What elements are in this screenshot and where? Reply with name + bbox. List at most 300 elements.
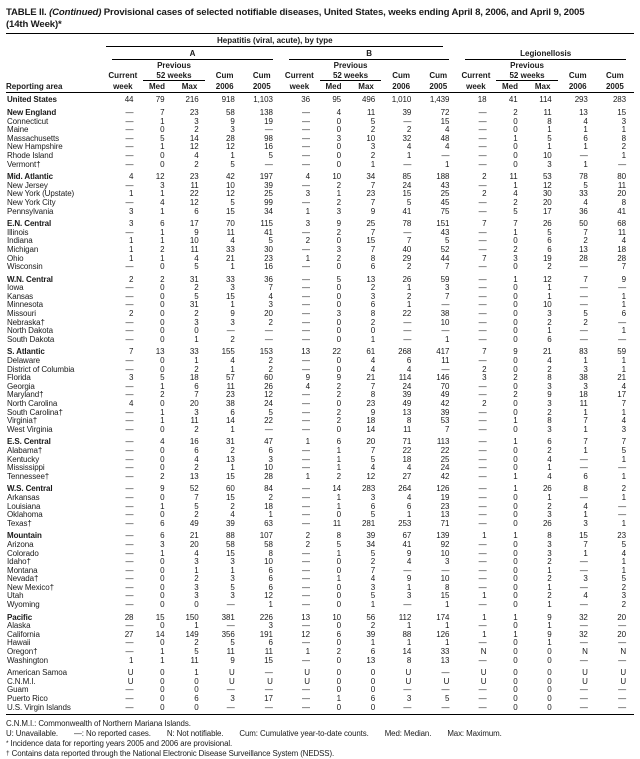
value-cell: 10 bbox=[440, 549, 450, 558]
value-cell: 139 bbox=[436, 531, 450, 541]
value-cell: — bbox=[478, 493, 487, 502]
weeks52-label: 52 weeks bbox=[509, 70, 545, 80]
value-cell: — bbox=[478, 301, 487, 310]
week-header-leg: week bbox=[457, 81, 494, 93]
table-row bbox=[6, 182, 634, 191]
value-cell: 8 bbox=[621, 134, 626, 143]
value-cell: 0 bbox=[160, 455, 165, 464]
value-cell: 11 bbox=[403, 425, 412, 434]
value-cell: — bbox=[302, 583, 310, 592]
reporting-area-cell: North Carolina bbox=[7, 400, 58, 408]
value-cell: 4 bbox=[194, 455, 199, 464]
value-cell: 6 bbox=[370, 263, 376, 272]
value-cell: 26 bbox=[264, 382, 273, 391]
value-cell: 12 bbox=[301, 630, 310, 639]
value-cell: 0 bbox=[194, 327, 199, 336]
reporting-area-cell: Tennessee† bbox=[7, 472, 50, 481]
value-cell: 5 bbox=[583, 310, 588, 319]
table-row bbox=[6, 695, 634, 704]
value-cell: 0 bbox=[547, 686, 552, 695]
value-cell: 2 bbox=[194, 160, 199, 169]
value-cell: — bbox=[478, 151, 487, 160]
value-cell: 7 bbox=[482, 347, 487, 357]
value-cell: 0 bbox=[513, 601, 518, 610]
value-cell: 9 bbox=[336, 219, 342, 229]
value-cell: 11 bbox=[509, 172, 518, 182]
table-row bbox=[6, 409, 634, 418]
value-cell: 1 bbox=[583, 160, 588, 169]
value-cell: 5 bbox=[445, 237, 450, 246]
value-cell: 12 bbox=[189, 143, 199, 152]
value-cell: 356 bbox=[221, 630, 235, 639]
value-cell: 2 bbox=[513, 374, 518, 383]
value-cell: — bbox=[478, 558, 487, 567]
value-cell: 153 bbox=[259, 347, 273, 357]
value-cell: 2 bbox=[305, 531, 310, 541]
weeks52-label: 52 weeks bbox=[156, 70, 192, 80]
table-row bbox=[6, 135, 634, 144]
value-cell: 3 bbox=[370, 292, 376, 301]
value-cell: 7 bbox=[160, 108, 165, 117]
value-cell: 1 bbox=[583, 126, 588, 135]
value-cell: 49 bbox=[440, 391, 450, 400]
value-cell: 4 bbox=[336, 108, 342, 117]
value-cell: 11 bbox=[332, 519, 342, 528]
table-row bbox=[6, 511, 634, 520]
value-cell: — bbox=[302, 335, 310, 344]
value-cell: — bbox=[478, 446, 487, 455]
reporting-area-cell: Idaho† bbox=[7, 558, 31, 567]
value-cell: 13 bbox=[440, 656, 450, 665]
reporting-area-cell: Maine bbox=[7, 126, 29, 135]
table-row bbox=[6, 118, 634, 127]
reporting-area-cell: Oklahoma bbox=[7, 511, 43, 520]
value-cell: 0 bbox=[513, 160, 518, 169]
value-cell: 2 bbox=[547, 502, 552, 511]
footnote-nedss-text: Contains data reported through the National Electronic Disease Surveillance System (NEDSS). bbox=[11, 749, 335, 759]
value-cell: 126 bbox=[436, 484, 450, 494]
value-cell: — bbox=[478, 703, 487, 712]
value-cell: 7 bbox=[482, 254, 487, 263]
header-spacer bbox=[6, 34, 104, 47]
value-cell: — bbox=[302, 566, 310, 575]
value-cell: — bbox=[478, 464, 487, 473]
value-cell: 3 bbox=[547, 382, 552, 391]
value-cell: 0 bbox=[336, 592, 342, 601]
table-row bbox=[6, 575, 634, 584]
value-cell: 3 bbox=[445, 558, 450, 567]
reporting-area-cell: Oregon† bbox=[7, 648, 38, 657]
value-cell: 5 bbox=[621, 575, 626, 584]
value-cell: 1 bbox=[336, 446, 342, 455]
value-cell: 5 bbox=[230, 583, 235, 592]
value-cell: 11 bbox=[617, 181, 626, 190]
value-cell: 0 bbox=[160, 686, 165, 695]
value-cell: 11 bbox=[441, 357, 450, 366]
value-cell: 18 bbox=[264, 502, 273, 511]
value-cell: 5 bbox=[370, 117, 376, 126]
value-cell: — bbox=[478, 455, 487, 464]
table-row bbox=[6, 434, 634, 447]
reporting-area-cell: Utah bbox=[7, 592, 24, 601]
value-cell: 0 bbox=[513, 519, 518, 528]
reporting-area-cell: Mid. Atlantic bbox=[7, 172, 53, 182]
value-cell: 25 bbox=[366, 219, 376, 229]
value-cell: 0 bbox=[160, 357, 165, 366]
reporting-area-cell: Washington bbox=[7, 656, 48, 665]
value-cell: 14 bbox=[402, 648, 412, 657]
value-cell: 2 bbox=[194, 284, 199, 293]
value-cell: 8 bbox=[547, 531, 552, 541]
table-row bbox=[6, 293, 634, 302]
value-cell: 0 bbox=[336, 117, 342, 126]
value-cell: 33 bbox=[226, 245, 235, 254]
value-cell: 0 bbox=[336, 143, 342, 152]
value-cell: — bbox=[618, 464, 626, 473]
value-cell: 1 bbox=[621, 357, 626, 366]
value-cell: — bbox=[478, 472, 487, 481]
cum-label-a-2005: Cum bbox=[252, 71, 271, 81]
value-cell: 10 bbox=[264, 464, 273, 473]
value-cell: 32 bbox=[579, 612, 588, 622]
value-cell: 5 bbox=[230, 639, 235, 648]
reporting-area-cell: Michigan bbox=[7, 245, 39, 254]
value-cell: 2 bbox=[370, 151, 376, 160]
value-cell: — bbox=[478, 575, 487, 584]
value-cell: — bbox=[125, 566, 134, 575]
value-cell: U bbox=[127, 668, 134, 678]
value-cell: 1 bbox=[194, 335, 199, 344]
value-cell: 24 bbox=[264, 400, 273, 408]
value-cell: 92 bbox=[440, 540, 450, 549]
value-cell: — bbox=[226, 601, 235, 610]
value-cell: — bbox=[478, 198, 487, 207]
value-cell: 1 bbox=[370, 639, 376, 648]
value-cell: — bbox=[579, 558, 588, 567]
value-cell: — bbox=[125, 391, 134, 400]
reporting-area-cell: Indiana bbox=[7, 237, 33, 246]
value-cell: — bbox=[302, 327, 310, 336]
value-cell: 1 bbox=[482, 531, 487, 541]
value-cell: 31 bbox=[189, 301, 199, 310]
value-cell: 26 bbox=[542, 219, 552, 229]
value-cell: 114 bbox=[398, 374, 412, 383]
value-cell: 53 bbox=[542, 172, 552, 182]
value-cell: 8 bbox=[621, 198, 626, 207]
value-cell: 0 bbox=[336, 703, 342, 712]
value-cell: 4 bbox=[583, 592, 588, 601]
header-row-column-labels bbox=[6, 81, 634, 93]
value-cell: 0 bbox=[160, 703, 165, 712]
value-cell: 2 bbox=[336, 417, 342, 426]
legend-item: Med: Median. bbox=[384, 729, 432, 739]
cum-label-a-2006: Cum bbox=[215, 71, 234, 81]
value-cell: 0 bbox=[513, 143, 518, 152]
value-cell: 1 bbox=[230, 263, 235, 272]
value-cell: 2 bbox=[547, 408, 552, 417]
value-cell: 26 bbox=[402, 274, 412, 284]
value-cell: — bbox=[302, 493, 310, 502]
value-cell: 0 bbox=[513, 365, 518, 374]
value-cell: 11 bbox=[579, 400, 588, 408]
value-cell: — bbox=[478, 284, 487, 293]
value-cell: — bbox=[125, 511, 134, 520]
value-cell: — bbox=[302, 274, 310, 284]
value-cell: 2 bbox=[194, 310, 199, 319]
value-cell: 2 bbox=[547, 365, 552, 374]
value-cell: — bbox=[226, 327, 235, 336]
value-cell: 6 bbox=[336, 437, 342, 447]
reporting-area-cell: Massachusetts bbox=[7, 134, 60, 143]
value-cell: 5 bbox=[547, 228, 552, 237]
table-row bbox=[6, 152, 634, 161]
reporting-area-cell: W.N. Central bbox=[7, 274, 53, 284]
value-cell: 1 bbox=[230, 464, 235, 473]
value-cell: 40 bbox=[402, 245, 412, 254]
value-cell: 2 bbox=[230, 446, 235, 455]
reporting-area-cell: C.N.M.I. bbox=[7, 677, 36, 686]
week-header-a: week bbox=[104, 81, 141, 93]
week-header-b: week bbox=[281, 81, 318, 93]
value-cell: 9 bbox=[230, 310, 235, 319]
value-cell: 1,103 bbox=[253, 95, 273, 105]
value-cell: — bbox=[403, 228, 412, 237]
value-cell: 0 bbox=[513, 318, 518, 327]
reporting-area-cell: New York City bbox=[7, 198, 56, 207]
value-cell: 1 bbox=[513, 531, 518, 541]
value-cell: 1 bbox=[336, 549, 342, 558]
value-cell: — bbox=[302, 292, 310, 301]
value-cell: — bbox=[441, 301, 450, 310]
med-header-leg: Med bbox=[494, 81, 525, 93]
value-cell: — bbox=[302, 160, 310, 169]
header-row-disease-group bbox=[6, 34, 634, 47]
value-cell: 2 bbox=[160, 274, 165, 284]
reporting-area-cell: Pacific bbox=[7, 612, 33, 622]
current-label-a: Current bbox=[108, 71, 138, 81]
reporting-area-cell: Vermont† bbox=[7, 160, 41, 169]
value-cell: 0 bbox=[336, 425, 342, 434]
value-cell: 33 bbox=[579, 190, 588, 199]
value-cell: 2 bbox=[621, 601, 626, 610]
value-cell: 2 bbox=[160, 391, 165, 400]
value-cell: 3 bbox=[370, 493, 376, 502]
value-cell: 0 bbox=[513, 335, 518, 344]
value-cell: 1 bbox=[621, 301, 626, 310]
value-cell: 6 bbox=[547, 237, 552, 246]
hepatitis-b-header: B bbox=[281, 47, 458, 60]
value-cell: — bbox=[478, 484, 487, 494]
legend-item: Cum: Cumulative year-to-date counts. bbox=[239, 729, 369, 739]
value-cell: 1 bbox=[547, 292, 552, 301]
value-cell: 15 bbox=[366, 237, 376, 246]
value-cell: 264 bbox=[398, 484, 412, 494]
value-cell: 19 bbox=[440, 493, 450, 502]
value-cell: 12 bbox=[366, 472, 376, 481]
value-cell: 12 bbox=[155, 172, 165, 182]
value-cell: 11 bbox=[190, 245, 199, 254]
value-cell: 9 bbox=[547, 612, 552, 622]
value-cell: 15 bbox=[617, 108, 626, 117]
value-cell: 2 bbox=[583, 318, 588, 327]
value-cell: 5 bbox=[336, 274, 342, 284]
value-cell: — bbox=[125, 472, 134, 481]
table-row bbox=[6, 678, 634, 687]
header-spacer bbox=[6, 47, 104, 60]
value-cell: 0 bbox=[513, 117, 518, 126]
value-cell: 1 bbox=[513, 612, 518, 622]
value-cell: 15 bbox=[402, 190, 412, 199]
value-cell: U bbox=[582, 668, 588, 678]
value-cell: 61 bbox=[366, 347, 376, 357]
value-cell: 5 bbox=[230, 198, 235, 207]
value-cell: 5 bbox=[194, 502, 199, 511]
value-cell: — bbox=[125, 228, 134, 237]
value-cell: 49 bbox=[402, 400, 412, 408]
value-cell: 23 bbox=[226, 391, 235, 400]
table-row bbox=[6, 601, 634, 610]
value-cell: 88 bbox=[226, 531, 235, 541]
table-row bbox=[6, 216, 634, 229]
value-cell: 268 bbox=[398, 347, 412, 357]
value-cell: 226 bbox=[259, 612, 273, 622]
value-cell: 22 bbox=[189, 190, 199, 199]
table-title bbox=[6, 7, 634, 30]
value-cell: — bbox=[125, 382, 134, 391]
value-cell: 8 bbox=[268, 549, 273, 558]
value-cell: 3 bbox=[336, 310, 342, 319]
value-cell: 3 bbox=[230, 695, 235, 703]
value-cell: 1 bbox=[621, 519, 626, 528]
value-cell: U bbox=[229, 677, 235, 686]
value-cell: 23 bbox=[617, 531, 626, 541]
value-cell: 0 bbox=[160, 601, 165, 610]
value-cell: 39 bbox=[440, 408, 450, 417]
value-cell: 1 bbox=[547, 143, 552, 152]
value-cell: 0 bbox=[336, 292, 342, 301]
value-cell: 115 bbox=[260, 219, 273, 229]
value-cell: — bbox=[579, 656, 588, 665]
footnote-provisional bbox=[6, 739, 634, 749]
value-cell: — bbox=[125, 592, 134, 601]
value-cell: 0 bbox=[370, 703, 376, 712]
reporting-area-cell: Nevada† bbox=[7, 575, 39, 584]
value-cell: 5 bbox=[621, 540, 626, 549]
table-row bbox=[6, 473, 634, 482]
table-row bbox=[6, 374, 634, 383]
value-cell: 7 bbox=[370, 198, 376, 207]
value-cell: 24 bbox=[402, 181, 412, 190]
value-cell: 0 bbox=[160, 668, 165, 678]
value-cell: 3 bbox=[160, 181, 165, 190]
value-cell: 0 bbox=[547, 703, 552, 712]
value-cell: 60 bbox=[226, 484, 235, 494]
value-cell: 8 bbox=[547, 374, 552, 383]
value-cell: 8 bbox=[370, 310, 376, 319]
value-cell: 1 bbox=[336, 493, 342, 502]
value-cell: 2 bbox=[336, 382, 342, 391]
value-cell: 1 bbox=[160, 254, 165, 263]
value-cell: — bbox=[125, 531, 134, 541]
value-cell: 28 bbox=[617, 254, 626, 263]
value-cell: 5 bbox=[268, 151, 273, 160]
value-cell: 0 bbox=[160, 639, 165, 648]
table-header bbox=[6, 34, 634, 93]
value-cell: — bbox=[478, 622, 487, 631]
value-cell: 107 bbox=[259, 531, 273, 541]
value-cell: — bbox=[478, 274, 487, 284]
value-cell: — bbox=[403, 703, 412, 712]
value-cell: 1 bbox=[129, 656, 134, 665]
previous-label: Previous bbox=[333, 61, 368, 71]
value-cell: 2 bbox=[305, 237, 310, 246]
table-row bbox=[6, 229, 634, 238]
value-cell: 381 bbox=[221, 612, 235, 622]
value-cell: — bbox=[478, 511, 487, 520]
value-cell: 8 bbox=[445, 583, 450, 592]
value-cell: 114 bbox=[539, 95, 552, 105]
value-cell: 18 bbox=[189, 374, 199, 383]
value-cell: — bbox=[125, 335, 134, 344]
value-cell: — bbox=[302, 455, 310, 464]
table-row bbox=[6, 550, 634, 559]
value-cell: 22 bbox=[440, 446, 450, 455]
value-cell: 13 bbox=[579, 245, 588, 254]
value-cell: — bbox=[125, 639, 134, 648]
value-cell: U bbox=[405, 677, 412, 686]
value-cell: — bbox=[125, 437, 134, 447]
value-cell: 5 bbox=[621, 446, 626, 455]
value-cell: 281 bbox=[362, 519, 376, 528]
value-cell: 2 bbox=[336, 472, 342, 481]
value-cell: — bbox=[302, 601, 310, 610]
value-cell: 3 bbox=[194, 558, 199, 567]
header-row-upper-labels bbox=[6, 60, 634, 81]
value-cell: 3 bbox=[336, 245, 342, 254]
value-cell: 31 bbox=[226, 437, 235, 447]
value-cell: — bbox=[579, 566, 588, 575]
value-cell: 6 bbox=[194, 382, 199, 391]
value-cell: 2 bbox=[513, 198, 518, 207]
value-cell: 2 bbox=[194, 575, 199, 584]
value-cell: 4 bbox=[370, 365, 376, 374]
hepatitis-a-header: A bbox=[104, 47, 281, 60]
value-cell: 27 bbox=[124, 630, 134, 639]
cum-label-leg-2005: Cum bbox=[605, 71, 624, 81]
value-cell: N bbox=[480, 648, 487, 657]
value-cell: 39 bbox=[226, 519, 235, 528]
value-cell: 151 bbox=[436, 219, 450, 229]
value-cell: — bbox=[403, 335, 412, 344]
value-cell: 2 bbox=[370, 558, 376, 567]
value-cell: 3 bbox=[230, 558, 235, 567]
value-cell: — bbox=[618, 511, 626, 520]
value-cell: 6 bbox=[194, 207, 199, 216]
value-cell: 11 bbox=[367, 108, 376, 117]
value-cell: 1 bbox=[305, 437, 310, 447]
value-cell: — bbox=[125, 484, 134, 494]
value-cell: 6 bbox=[370, 648, 376, 657]
reporting-area-cell: Florida bbox=[7, 374, 31, 383]
value-cell: 2 bbox=[482, 365, 487, 374]
value-cell: U bbox=[582, 677, 588, 686]
table-row bbox=[6, 199, 634, 208]
value-cell: 1 bbox=[583, 408, 588, 417]
value-cell: 5 bbox=[336, 540, 342, 549]
value-cell: 6 bbox=[194, 695, 199, 703]
value-cell: — bbox=[579, 622, 588, 631]
value-cell: 1 bbox=[160, 228, 165, 237]
